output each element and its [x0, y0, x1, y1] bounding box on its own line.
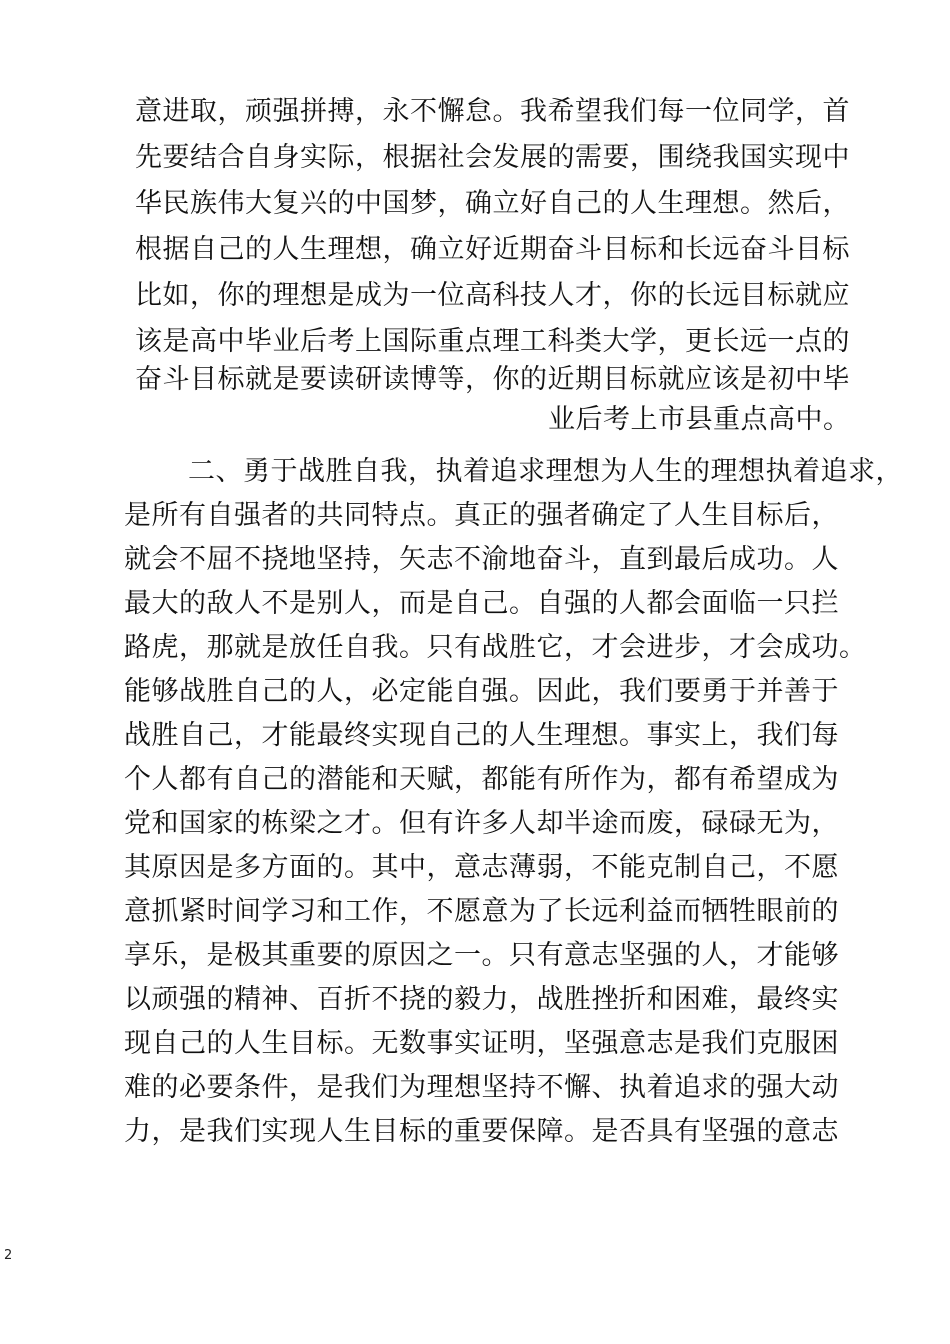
paragraph-line: 享乐，是极其重要的原因之一。只有意志坚强的人，才能够	[124, 940, 839, 971]
paragraph-line: 就会不屈不挠地坚持，矢志不渝地奋斗，直到最后成功。人	[124, 544, 839, 575]
paragraph-line: 奋斗目标就是要读研读博等，你的近期目标就应该是初中毕	[135, 364, 850, 395]
paragraph-line: 最大的敌人不是别人，而是自己。自强的人都会面临一只拦	[124, 588, 839, 619]
paragraph-line: 华民族伟大复兴的中国梦，确立好自己的人生理想。然后，	[135, 188, 850, 219]
paragraph-line: 难的必要条件，是我们为理想坚持不懈、执着追求的强大动	[124, 1072, 839, 1103]
paragraph-line: 能够战胜自己的人，必定能自强。因此，我们要勇于并善于	[124, 676, 839, 707]
paragraph-line: 战胜自己，才能最终实现自己的人生理想。事实上，我们每	[124, 720, 839, 751]
paragraph-line: 意进取，顽强拼搏，永不懈怠。我希望我们每一位同学，首	[135, 96, 850, 127]
paragraph-line: 比如，你的理想是成为一位高科技人才，你的长远目标就应	[135, 280, 850, 311]
section-heading-line: 二、勇于战胜自我，执着追求理想为人生的理想执着追求，	[188, 456, 903, 487]
paragraph-line: 力，是我们实现人生目标的重要保障。是否具有坚强的意志	[124, 1116, 839, 1147]
paragraph-line: 先要结合自身实际，根据社会发展的需要，围绕我国实现中	[135, 142, 850, 173]
paragraph-line: 根据自己的人生理想，确立好近期奋斗目标和长远奋斗目标	[135, 234, 850, 265]
paragraph-line: 党和国家的栋梁之才。但有许多人却半途而废，碌碌无为，	[124, 808, 839, 839]
paragraph-line: 个人都有自己的潜能和天赋，都能有所作为，都有希望成为	[124, 764, 839, 795]
paragraph-line: 该是高中毕业后考上国际重点理工科类大学，更长远一点的	[135, 326, 850, 357]
paragraph-line: 是所有自强者的共同特点。真正的强者确定了人生目标后，	[124, 500, 839, 531]
paragraph-line: 以顽强的精神、百折不挠的毅力，战胜挫折和困难，最终实	[124, 984, 839, 1015]
paragraph-line: 路虎，那就是放任自我。只有战胜它，才会进步，才会成功。	[124, 632, 867, 663]
paragraph-line: 现自己的人生目标。无数事实证明，坚强意志是我们克服困	[124, 1028, 839, 1059]
paragraph-line: 意抓紧时间学习和工作，不愿意为了长远利益而牺牲眼前的	[124, 896, 839, 927]
paragraph-line: 业后考上市县重点高中。	[548, 404, 851, 435]
paragraph-line: 其原因是多方面的。其中，意志薄弱，不能克制自己，不愿	[124, 852, 839, 883]
page-number: 2	[4, 1248, 13, 1263]
